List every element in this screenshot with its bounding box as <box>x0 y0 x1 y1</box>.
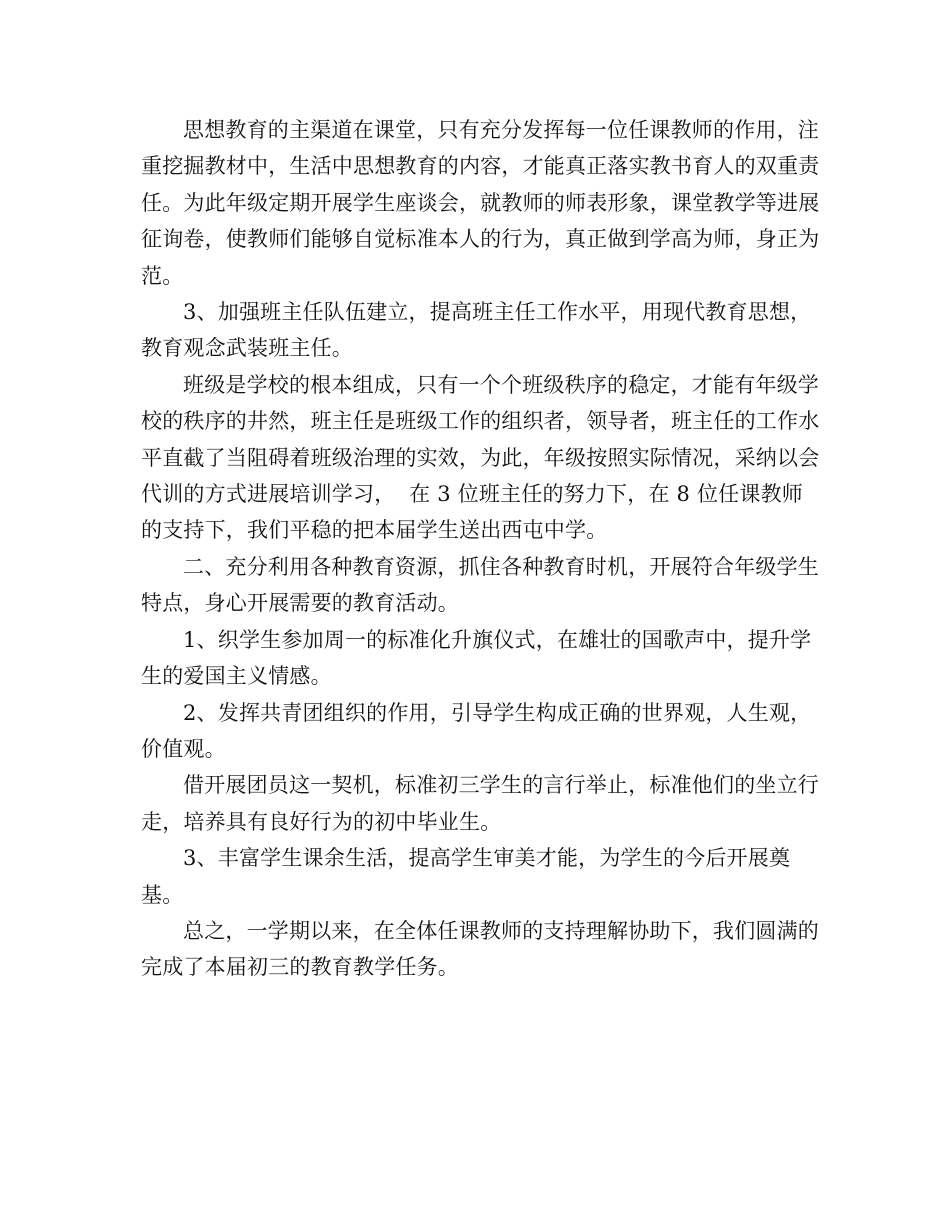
paragraph-extracurricular-life: 3、丰富学生课余生活，提高学生审美才能，为学生的今后开展奠基。 <box>141 846 791 907</box>
paragraph-class-organization: 班级是学校的根本组成，只有一个个班级秩序的稳定，才能有年级学校的秩序的井然，班主任是班级工作的组织者，领导者，班主任的工作水平直截了当阻碍着班级治理的实效，为此，年级按照实际情况，采纳以会代训的方式进展培训学习， 在 3 位班主任的努力下，在 8 位任课教师的支持下，我们平稳的把本届学生送出西屯中学。 <box>141 372 820 543</box>
document-body <box>141 112 821 986</box>
paragraph-thought-education: 思想教育的主渠道在课堂，只有充分发挥每一位任课教师的作用，注重挖掘教材中，生活中思想教育的内容，才能真正落实教书育人的双重责任。为此年级定期开展学生座谈会，就教师的师表形象，课堂教学等进展征询卷，使教师们能够自觉标准本人的行为，真正做到学高为师，身正为范。 <box>141 118 820 288</box>
paragraph-league-member-opportunity: 借开展团员这一契机，标准初三学生的言行举止，标准他们的坐立行走，培养具有良好行为的初中毕业生。 <box>141 773 819 834</box>
paragraph-summary: 总之，一学期以来，在全体任课教师的支持理解协助下，我们圆满的完成了本届初三的教育教学任务。 <box>141 918 819 980</box>
paragraph-flag-ceremony: 1、织学生参加周一的标准化升旗仪式，在雄壮的国歌声中，提升学生的爱国主义情感。 <box>141 627 812 689</box>
paragraph-head-teacher-team: 3、加强班主任队伍建立，提高班主任工作水平，用现代教育思想，教育观念武装班主任。 <box>141 300 812 361</box>
paragraph-youth-league: 2、发挥共青团组织的作用，引导学生构成正确的世界观，人生观，价值观。 <box>141 700 812 761</box>
paragraph-education-resources: 二、充分利用各种教育资源，抓住各种教育时机，开展符合年级学生特点，身心开展需要的教育活动。 <box>141 554 819 616</box>
